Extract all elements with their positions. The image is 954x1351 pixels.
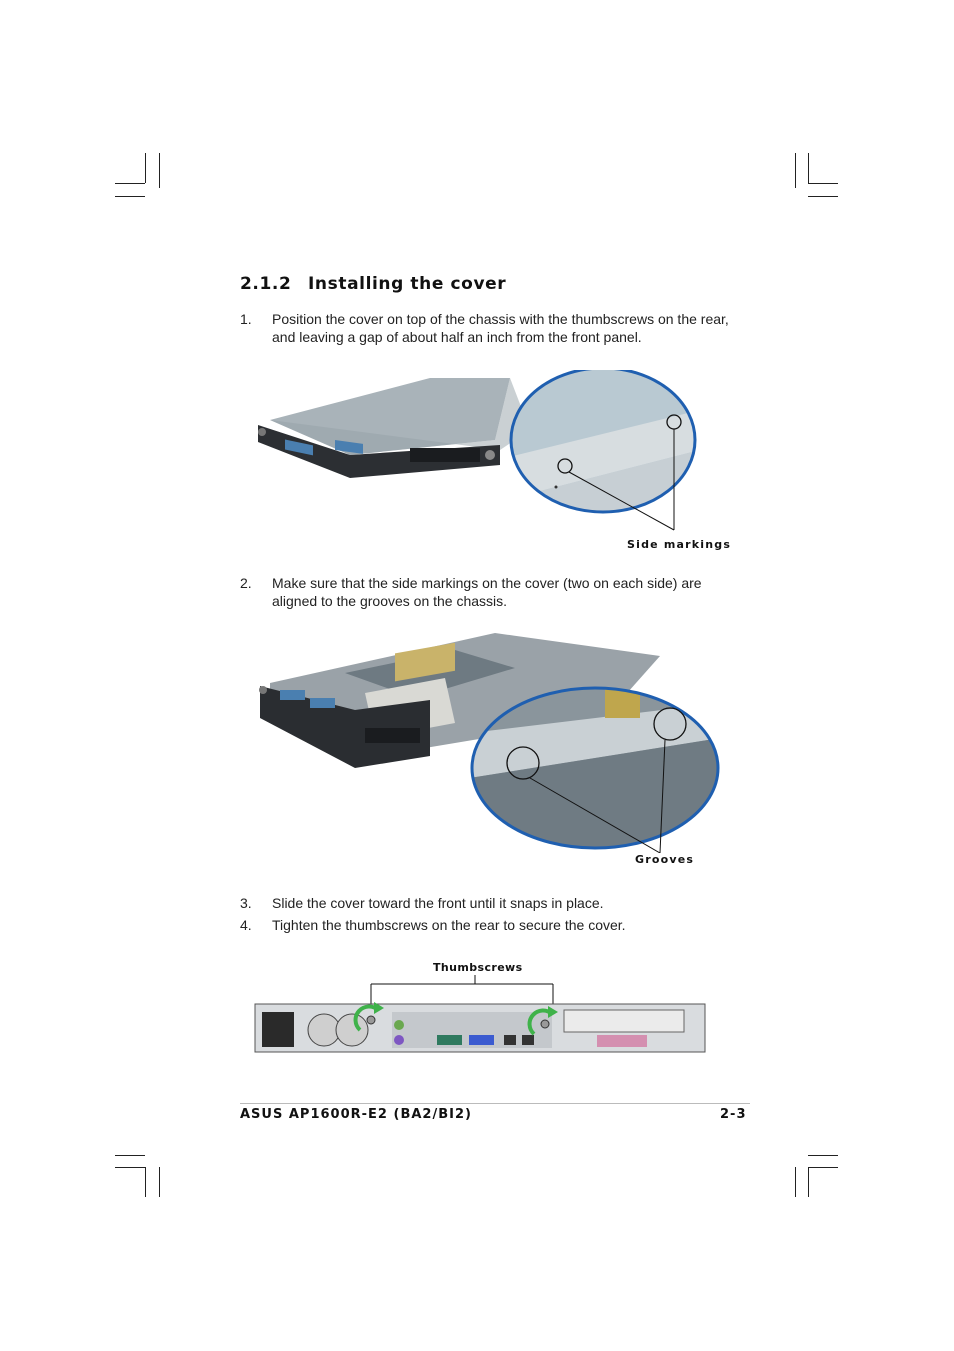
step-4 <box>240 917 740 937</box>
page-number: 2-3 <box>720 1107 747 1122</box>
crop-mark <box>808 1155 838 1156</box>
crop-mark <box>795 1167 796 1197</box>
crop-mark <box>145 153 146 183</box>
crop-mark <box>115 1155 145 1156</box>
crop-mark <box>808 1167 838 1168</box>
crop-mark <box>115 196 145 197</box>
step-text: Tighten the thumbscrews on the rear to secure the cover. <box>272 917 626 933</box>
crop-mark <box>808 153 809 183</box>
step-text: Slide the cover toward the front until it snaps in place. <box>272 895 604 911</box>
step-number: 2. <box>240 575 252 591</box>
section-number: 2.1.2 <box>240 274 292 294</box>
crop-mark <box>159 1167 160 1197</box>
step-number: 3. <box>240 895 252 911</box>
figure-label-thumbscrews: Thumbscrews <box>433 961 523 974</box>
footer-model: ASUS AP1600R-E2 (BA2/BI2) <box>240 1107 472 1122</box>
figure-chassis-grooves <box>255 628 720 853</box>
section-title: Installing the cover <box>308 274 507 294</box>
step-number: 4. <box>240 917 252 933</box>
figure-rear-thumbscrews <box>252 972 707 1054</box>
figure-label-side-markings: Side markings <box>627 538 732 551</box>
step-2 <box>240 575 740 615</box>
figure-cover-side-markings <box>250 370 720 555</box>
step-number: 1. <box>240 311 252 327</box>
crop-mark <box>115 1167 145 1168</box>
crop-mark <box>808 196 838 197</box>
step-text: Position the cover on top of the chassis with the thumbscrews on the rear, and leaving a gap of about half an inch from the front panel. <box>272 311 729 345</box>
section-heading <box>240 274 506 294</box>
crop-mark <box>808 1167 809 1197</box>
step-3 <box>240 895 740 915</box>
crop-mark <box>145 1167 146 1197</box>
crop-mark <box>115 183 145 184</box>
footer-rule <box>240 1103 750 1104</box>
crop-mark <box>159 153 160 188</box>
crop-mark <box>808 183 838 184</box>
step-1 <box>240 311 740 351</box>
figure-label-grooves: Grooves <box>635 853 695 866</box>
step-text: Make sure that the side markings on the cover (two on each side) are aligned to the grooves on the chassis. <box>272 575 702 609</box>
crop-mark <box>795 153 796 188</box>
